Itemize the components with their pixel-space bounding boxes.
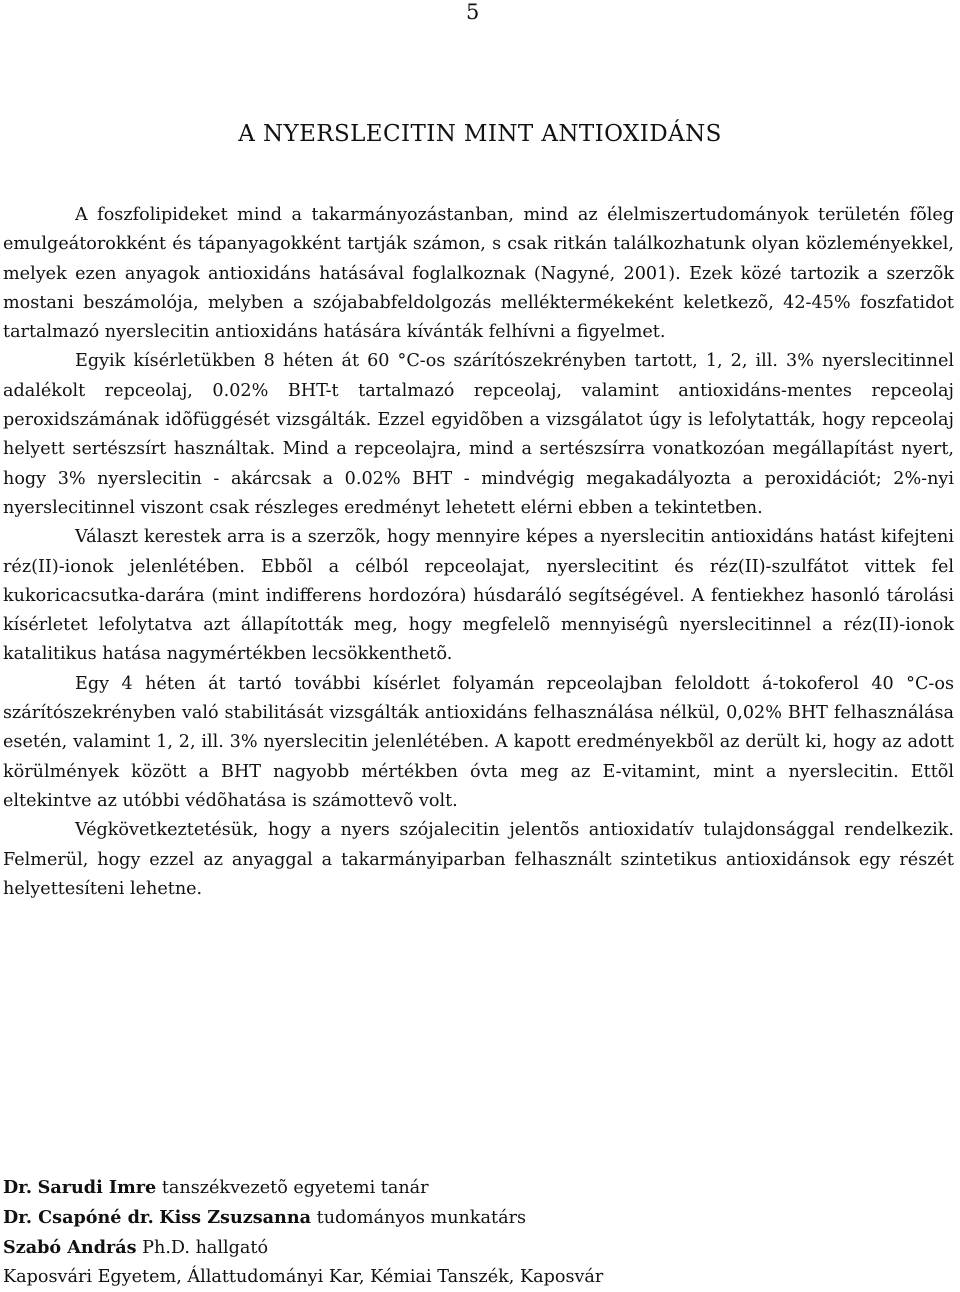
affiliation: Kaposvári Egyetem, Állattudományi Kar, Kémiai Tanszék, Kaposvár [3,1267,604,1287]
page-number: 5 [466,0,480,24]
author-prefix: Dr. Csapóné dr. [3,1207,154,1228]
article-body [3,201,954,904]
author-line [3,1233,954,1263]
author-name: Sarudi Imre [37,1177,157,1198]
paragraph: Egy 4 héten át tartó további kísérlet folyamán repceolajban feloldott á-tokoferol 40 °C-os szárítószekrényben való stabilitását vizsgálták antioxidáns felhasználása nélkül, 0,02% BHT felhasználása esetén, valamint 1, 2, ill. 3% nyerslecitin jelenlétében. A kapott eredményekbõl az derült ki, hogy az adott körülmények között a BHT nagyobb mértékben óvta meg az E-vitamint, mint a nyerslecitin. Ettõl eltekintve az utóbbi védõhatása is számottevõ volt. [3,673,954,811]
paragraph: Választ kerestek arra is a szerzõk, hogy mennyire képes a nyerslecitin antioxidáns hatást kifejteni réz(II)-ionok jelenlétében. Ebbõl a célból repceolajat, nyerslecitint és réz(II)-szulfátot vittek fel kukoricacsutka-darára (mint indifferens hordozóra) húsdaráló segítségével. A fentiekhez hasonló tárolási kísérletet lefolytatva azt állapították meg, hogy megfelelõ mennyiségû nyerslecitinnel a réz(II)-ionok katalitikus hatása nagymértékben lecsökkenthetõ. [3,527,954,665]
paragraph: Egyik kísérletükben 8 héten át 60 °C-os szárítószekrényben tartott, 1, 2, ill. 3% nyerslecitinnel adalékolt repceolaj, 0.02% BHT-t tartalmazó repceolaj, valamint antioxidáns-mentes repceolaj peroxidszámának idõfüggését vizsgálták. Ezzel egyidõben a vizsgálatot úgy is lefolytatták, hogy repceolaj helyett sertészsírt használtak. Mind a repceolajra, mind a sertészsírra vonatkozóan megállapítást nyert, hogy 3% nyerslecitin - akárcsak a 0.02% BHT - mindvégig megakadályozta a peroxidációt; 2%-nyi nyerslecitinnel viszont csak részleges eredményt lehetett elérni ebben a tekintetben. [3,351,954,518]
author-name: Kiss Zsuzsanna [159,1207,312,1228]
author-name: Szabó András [3,1237,137,1258]
author-role: Ph.D. hallgató [142,1238,269,1258]
author-line [3,1203,954,1233]
paragraph: Végkövetkeztetésük, hogy a nyers szójalecitin jelentõs antioxidatív tulajdonsággal rendelkezik. Felmerül, hogy ezzel az anyaggal a takarmányiparban felhasznált szintetikus antioxidánsok egy részét helyettesíteni lehetne. [3,820,954,899]
author-block [3,1173,954,1292]
paragraph: A foszfolipideket mind a takarmányozástanban, mind az élelmiszertudományok területén fõleg emulgeátorokként és tápanyagokként tartják számon, s csak ritkán találkozhatunk olyan közleményekkel, melyek ezen anyagok antioxidáns hatásával foglalkoznak (Nagyné, 2001). Ezek közé tartozik a szerzõk mostani beszámolója, melyben a szójababfeldolgozás melléktermékeként keletkezõ, 42-45% foszfatidot tartalmazó nyerslecitin antioxidáns hatására kívánták felhívni a figyelmet. [3,205,954,343]
author-prefix: Dr. [3,1177,33,1198]
author-role: tanszékvezetõ egyetemi tanár [161,1178,429,1198]
article-title: A NYERSLECITIN MINT ANTIOXIDÁNS [238,121,722,147]
author-line [3,1173,954,1203]
author-role: tudományos munkatárs [316,1208,527,1228]
